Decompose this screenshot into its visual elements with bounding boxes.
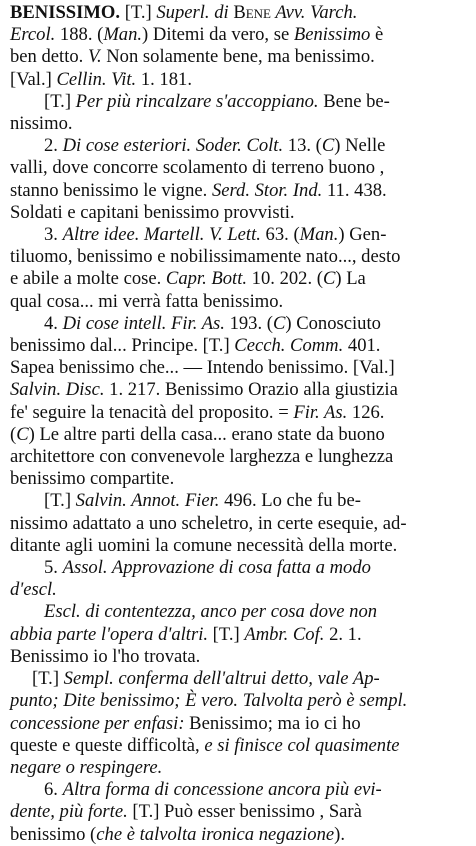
text-line	[10, 246, 464, 268]
text-line	[10, 424, 464, 446]
text-line	[10, 535, 464, 557]
text-segment: Benissimo; ma io ci ho	[184, 712, 361, 734]
text-segment: 4.	[44, 312, 63, 334]
text-segment: ) Le altre parti della casa... erano state da buono	[28, 423, 385, 445]
text-segment: stanno benissimo le vigne.	[10, 179, 212, 201]
italic-text: Assol. Approvazione di cosa fatta a modo	[62, 557, 371, 579]
text-segment: ) Ditemi da vero, se	[142, 24, 294, 46]
text-line	[10, 690, 464, 712]
text-segment: benissimo dal... Principe. [T.]	[10, 335, 235, 357]
text-line	[10, 402, 464, 424]
italic-text: punto; Dite benissimo; È vero. Talvolta però è sempl.	[10, 690, 408, 712]
italic-text: Benissimo	[293, 24, 371, 46]
text-line	[10, 224, 464, 246]
text-segment: 2. 1.	[324, 623, 362, 645]
text-line	[10, 624, 464, 646]
text-segment: 5.	[44, 557, 63, 579]
text-segment: Bene be-	[318, 90, 390, 112]
text-segment: nissimo.	[10, 113, 73, 135]
italic-text: Serd. Stor. Ind.	[211, 179, 323, 201]
italic-text: Ercol.	[10, 24, 56, 46]
italic-text: concessione per enfasi:	[10, 712, 185, 734]
italic-text: d'escl.	[10, 579, 57, 601]
text-line	[10, 46, 464, 68]
italic-text: Altra forma di concessione ancora più evi-	[62, 779, 382, 801]
text-segment: benissimo compartite.	[10, 468, 175, 490]
text-line	[10, 713, 464, 735]
text-segment: ) La	[335, 268, 366, 290]
text-segment: [T.]	[44, 490, 76, 512]
text-line	[10, 735, 464, 757]
headword: BENISSIMO.	[10, 2, 121, 23]
small-caps-text: Bene	[233, 2, 272, 23]
italic-text: Salvin. Disc.	[10, 379, 105, 401]
text-segment: ben detto.	[10, 46, 88, 68]
text-segment: fe' seguire la tenacità del proposito. =	[10, 401, 294, 423]
text-segment: [T.]	[44, 90, 76, 112]
text-segment: nissimo adattato a uno scheletro, in certe esequie, ad-	[10, 512, 407, 534]
italic-text: Man.	[103, 24, 143, 46]
text-line	[10, 268, 464, 290]
italic-text: Fir. As.	[293, 401, 348, 423]
text-line	[10, 513, 464, 535]
italic-text: Altre idee. Martell. V. Lett.	[62, 224, 261, 246]
text-segment: 3.	[44, 224, 63, 246]
text-segment: 63. (	[260, 224, 300, 246]
text-segment: e abile a molte cose.	[10, 268, 166, 290]
text-line	[10, 668, 464, 690]
italic-text: Sempl. conferma dell'altrui detto, vale Ap-	[63, 668, 380, 690]
text-segment: Sapea benissimo che... — Intendo benissimo. [Val.]	[10, 357, 395, 379]
text-segment: benissimo (	[10, 823, 97, 845]
text-line	[10, 490, 464, 512]
italic-text: abbia parte l'opera d'altri.	[10, 623, 209, 645]
text-line	[10, 379, 464, 401]
text-line	[10, 557, 464, 579]
text-segment: [T.]	[208, 623, 245, 645]
text-line	[10, 2, 464, 24]
text-segment: (	[10, 423, 17, 445]
italic-text: Di cose intell. Fir. As.	[62, 312, 225, 334]
text-segment: Non solamente bene, ma benissimo.	[101, 46, 375, 68]
text-segment: valli, dove concorre scolamento di terreno buono ,	[10, 157, 385, 179]
text-segment: 11. 438.	[322, 179, 387, 201]
text-segment: 126.	[347, 401, 385, 423]
text-segment: 2.	[44, 135, 63, 157]
text-line	[10, 202, 464, 224]
text-segment: 496. Lo che fu be-	[219, 490, 361, 512]
text-line	[10, 579, 464, 601]
italic-text: Avv. Varch.	[271, 2, 358, 23]
text-segment: Benissimo io l'ho trovata.	[10, 645, 201, 667]
text-segment: è	[370, 24, 384, 46]
text-line	[10, 757, 464, 779]
text-line	[10, 779, 464, 801]
text-segment: ) Gen-	[338, 224, 387, 246]
text-line	[10, 357, 464, 379]
text-line	[10, 446, 464, 468]
text-line	[10, 69, 464, 91]
text-segment: 401.	[343, 335, 381, 357]
dictionary-entry-benissimo	[10, 2, 464, 846]
text-line	[10, 313, 464, 335]
text-segment: [Val.]	[10, 68, 57, 90]
text-segment: 10. 202. (	[247, 268, 323, 290]
italic-text: Capr. Bott.	[165, 268, 248, 290]
text-segment: ditante agli uomini la comune necessità della morte.	[10, 534, 398, 556]
text-line	[10, 180, 464, 202]
text-segment: [T.]	[32, 668, 64, 690]
text-segment: [T.]	[120, 2, 157, 23]
italic-text: C	[16, 423, 29, 445]
text-segment: qual cosa... mi verrà fatta benissimo.	[10, 290, 284, 312]
text-line	[10, 468, 464, 490]
text-segment: 13. (	[283, 135, 322, 157]
text-segment: ) Conosciuto	[285, 312, 381, 334]
text-line	[10, 824, 464, 846]
text-segment: queste e queste difficoltà,	[10, 734, 205, 756]
text-line	[10, 601, 464, 623]
italic-text: Di cose esteriori. Soder. Colt.	[62, 135, 284, 157]
italic-text: Superl. di	[156, 2, 234, 23]
italic-text: Per più rincalzare s'accoppiano.	[75, 90, 319, 112]
text-line	[10, 646, 464, 668]
text-segment: 193. (	[224, 312, 273, 334]
italic-text: Cellin. Vit.	[56, 68, 137, 90]
text-line	[10, 291, 464, 313]
text-segment: ).	[334, 823, 345, 845]
italic-text: C	[321, 135, 335, 157]
text-segment: tiluomo, benissimo e nobilissimamente nato..., desto	[10, 246, 401, 268]
italic-text: C	[322, 268, 336, 290]
text-segment: Soldati e capitani benissimo provvisti.	[10, 201, 295, 223]
text-line	[10, 801, 464, 823]
italic-text: V.	[87, 46, 102, 68]
text-line	[10, 24, 464, 46]
italic-text: Escl. di contentezza, anco per cosa dove non	[44, 601, 378, 623]
italic-text: Cecch. Comm.	[234, 335, 344, 357]
italic-text: C	[272, 312, 286, 334]
italic-text: e si finisce col quasimente	[204, 734, 400, 756]
italic-text: Man.	[299, 224, 339, 246]
italic-text: che è talvolta ironica negazione	[96, 823, 335, 845]
italic-text: Ambr. Cof.	[244, 623, 325, 645]
text-segment: 1. 217. Benissimo Orazio alla giustizia	[104, 379, 398, 401]
text-segment: 6.	[44, 779, 63, 801]
italic-text: negare o respingere.	[10, 756, 163, 778]
text-line	[10, 113, 464, 135]
text-segment: 188. (	[55, 24, 104, 46]
text-segment: ) Nelle	[334, 135, 386, 157]
text-segment: architettore con convenevole larghezza e lunghezza	[10, 446, 394, 468]
italic-text: dente, più forte.	[10, 801, 128, 823]
text-line	[10, 157, 464, 179]
text-line	[10, 91, 464, 113]
italic-text: Salvin. Annot. Fier.	[75, 490, 220, 512]
text-segment: [T.] Può esser benissimo , Sarà	[127, 801, 362, 823]
text-segment: 1. 181.	[136, 68, 192, 90]
text-line	[10, 335, 464, 357]
text-line	[10, 135, 464, 157]
